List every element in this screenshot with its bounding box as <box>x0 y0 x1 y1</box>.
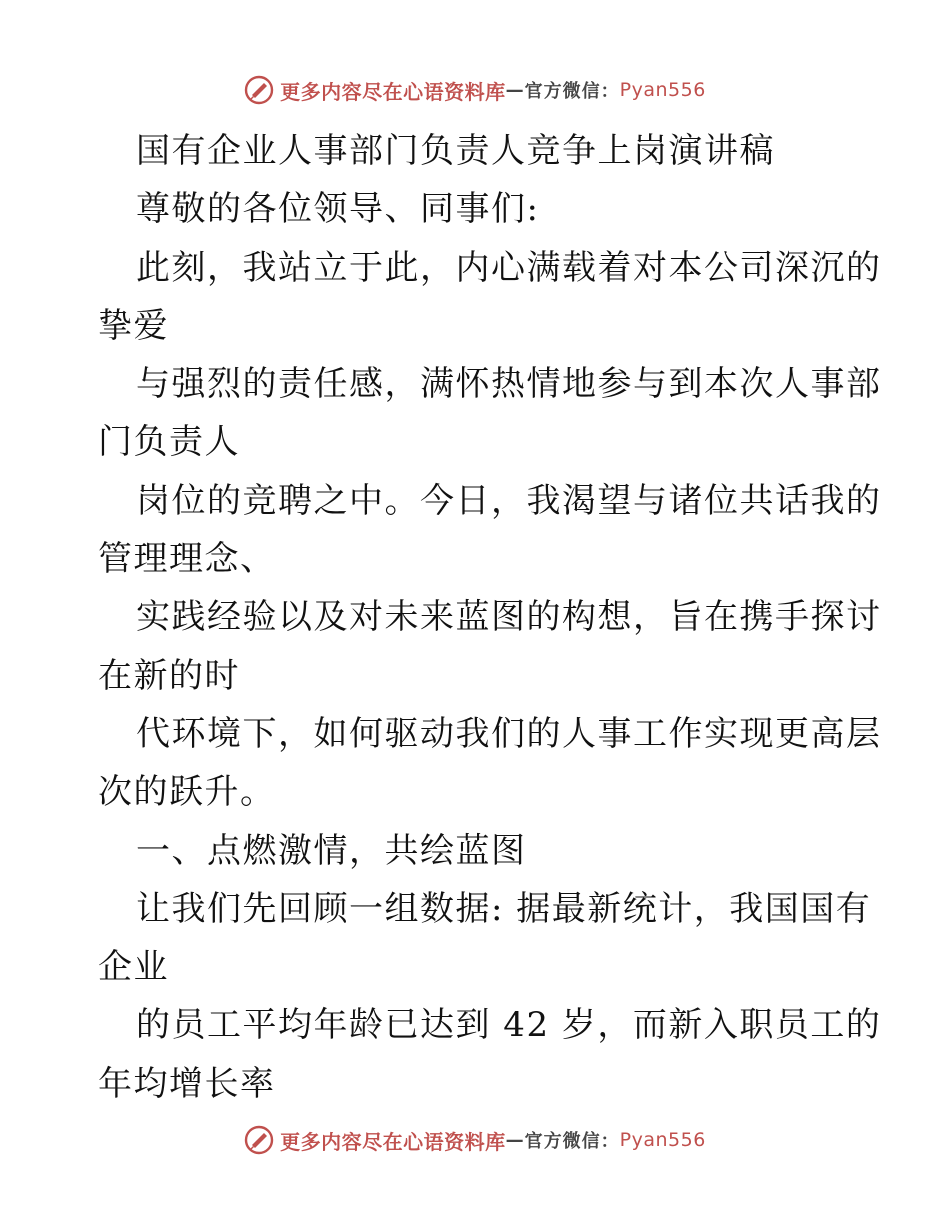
brand-logo-icon <box>244 75 274 105</box>
paragraph-line: 次的跃升。 <box>98 772 276 813</box>
paragraph-line: 的员工平均年龄已达到 42 岁，而新入职员工的 <box>136 1005 882 1046</box>
paragraph-line: 代环境下，如何驱动我们的人事工作实现更高层 <box>136 713 882 754</box>
paragraph-line: 年均增长率 <box>98 1063 276 1104</box>
watermark-wechat-label: 官方微信： <box>524 1131 620 1152</box>
brand-logo-icon <box>244 1125 274 1155</box>
paragraph-line: 尊敬的各位领导、同事们: <box>136 189 540 230</box>
paragraph-line: 一、点燃激情，共绘蓝图 <box>136 830 527 871</box>
watermark-main-text: 更多内容尽在心语资料库 <box>280 1129 506 1154</box>
paragraph-line: 门负责人 <box>98 422 240 463</box>
watermark-wechat-id: Pyan556 <box>619 1129 706 1151</box>
watermark-wechat-id: Pyan556 <box>619 79 706 101</box>
paragraph-line: 实践经验以及对未来蓝图的构想，旨在携手探讨 <box>136 597 882 638</box>
watermark-dash: — <box>505 79 525 101</box>
paragraph-line: 让我们先回顾一组数据: 据最新统计，我国国有 <box>136 888 872 929</box>
paragraph-line: 企业 <box>98 947 169 988</box>
watermark-main-text: 更多内容尽在心语资料库 <box>280 79 506 104</box>
footer-watermark <box>0 1120 950 1160</box>
paragraph-line: 在新的时 <box>98 655 240 696</box>
header-watermark <box>0 70 950 110</box>
document-body <box>98 122 882 1113</box>
paragraph-line: 此刻，我站立于此，内心满载着对本公司深沉的 <box>136 247 882 288</box>
watermark-wechat-label: 官方微信： <box>524 81 620 102</box>
paragraph-line: 国有企业人事部门负责人竞争上岗演讲稿 <box>136 131 775 171</box>
paragraph-line: 与强烈的责任感，满怀热情地参与到本次人事部 <box>136 364 882 405</box>
watermark-dash: — <box>505 1129 525 1151</box>
paragraph-line: 挚爱 <box>98 305 169 346</box>
paragraph-line: 管理理念、 <box>98 539 276 580</box>
paragraph-line: 岗位的竞聘之中。今日，我渴望与诸位共话我的 <box>136 480 882 521</box>
